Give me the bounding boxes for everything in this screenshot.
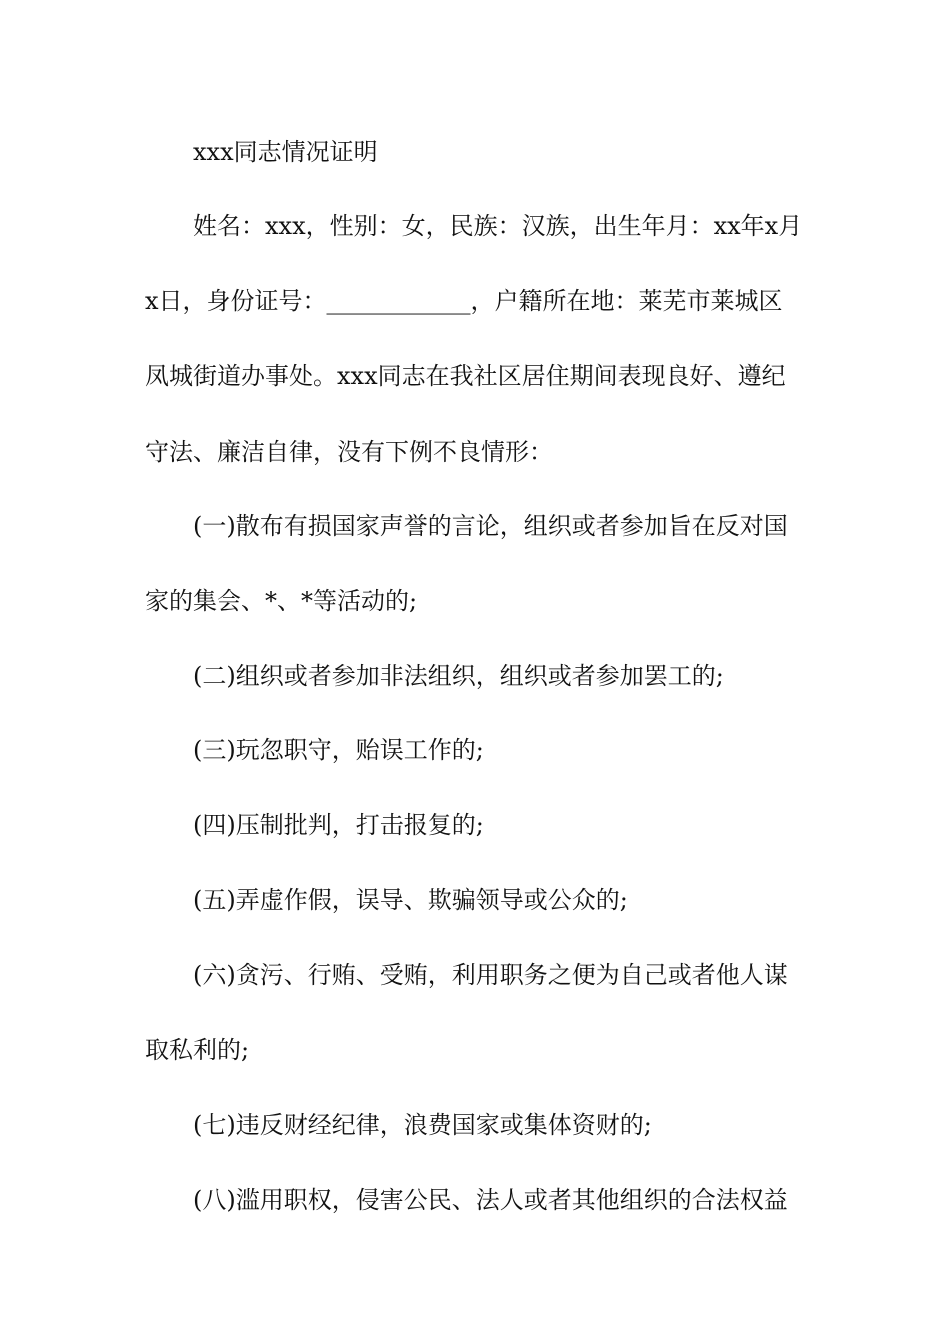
text-line: 守法、廉洁自律，没有下例不良情形： — [145, 438, 553, 466]
list-item: (四)压制批判，打击报复的; — [193, 811, 484, 839]
text-line: 取私利的; — [145, 1036, 250, 1064]
list-item: (七)违反财经纪律，浪费国家或集体资财的; — [193, 1111, 652, 1139]
list-item: (五)弄虚作假，误导、欺骗领导或公众的; — [193, 886, 628, 914]
list-item: (六)贪污、行贿、受贿，利用职务之便为自己或者他人谋 — [193, 961, 788, 989]
list-item: (三)玩忽职守，贻误工作的; — [193, 736, 484, 764]
list-item: (二)组织或者参加非法组织，组织或者参加罢工的; — [193, 662, 724, 690]
list-item: (八)滥用职权，侵害公民、法人或者其他组织的合法权益 — [193, 1186, 788, 1214]
document-title: xxx同志情况证明 — [193, 138, 378, 166]
text-line: 姓名：xxx，性别：女，民族：汉族，出生年月：xx年x月 — [193, 212, 803, 240]
text-line: 凤城街道办事处。xxx同志在我社区居住期间表现良好、遵纪 — [145, 362, 786, 390]
text-line: x日，身份证号：____________，户籍所在地：莱芜市莱城区 — [145, 287, 783, 315]
list-item: (一)散布有损国家声誉的言论，组织或者参加旨在反对国 — [193, 512, 788, 540]
text-line: 家的集会、*、*等活动的; — [145, 587, 418, 615]
